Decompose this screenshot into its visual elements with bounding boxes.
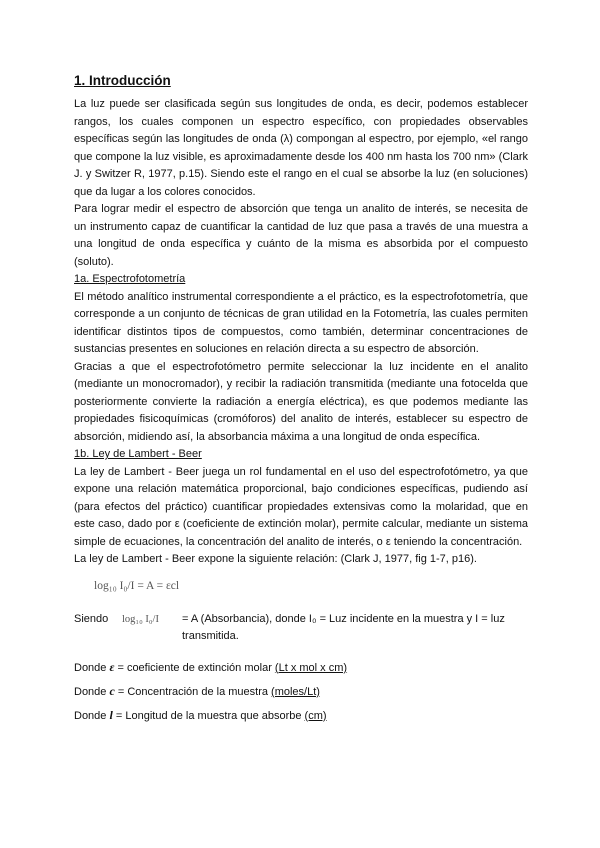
definition-text: = coeficiente de extinción molar (114, 661, 275, 674)
espectrofotometria-paragraph-2: Gracias a que el espectrofotómetro permite seleccionar la luz incidente en el analito (mediante un monocromador), y recibir la radiación transmitida (mediante una fotocelda que posteriormente convierte la radiación a energía eléctrica), es que podemos mediante las propiedades fisicoquímicas (cromóforos) del analito de interés, establecer su espectro de absorción, midiendo así, la absorbancia máxima a una longitud de onda específica. (74, 360, 528, 443)
definition-epsilon (74, 659, 528, 677)
definition-length (74, 707, 528, 725)
definition-unit: (Lt x mol x cm) (274, 661, 348, 674)
lambert-beer-paragraph-2: La ley de Lambert - Beer expone la siguiente relación: (Clark J, 1977, fig 1-7, p16). (74, 553, 477, 565)
subsection-title-lambert-beer: 1b. Ley de Lambert - Beer (74, 448, 202, 460)
espectrofotometria-paragraph-1: El método analítico instrumental correspondiente a el práctico, es la espectrofotometría, que corresponde a un conjunto de técnicas de gran utilidad en la Fotometría, las cuales permiten identificar distintos tipos de compuestos, como también, determinar concentraciones de sustancias presentes en soluciones en relación directa a su espectro de absorción. (74, 290, 528, 355)
document-page (74, 72, 528, 725)
section-title: 1. Introducción (74, 73, 171, 88)
definition-prefix: Donde (74, 709, 110, 722)
siendo-block (74, 607, 528, 653)
definition-text: = Longitud de la muestra que absorbe (112, 709, 305, 722)
epsilon-symbol: ε (109, 659, 115, 674)
lambert-beer-paragraph-1: La ley de Lambert - Beer juega un rol fundamental en el uso del espectrofotómetro, ya que expone una relación matemática proporcional, bajo condiciones específicas, pudiendo así (para efectos del práctico) cuantificar propiedades extensivas como la molaridad, que en este caso, dado por ε (coeficiente de extinción molar), permite calcular, mediante un sistema simple de ecuaciones, la concentración del analito de interés, o ε teniendo la concentración. (74, 465, 528, 548)
definition-prefix: Donde (74, 685, 110, 698)
siendo-formula: log₁₀ I₀/I (122, 613, 159, 625)
c-symbol: c (109, 683, 115, 698)
intro-paragraph-1: La luz puede ser clasificada según sus longitudes de onda, es decir, podemos establecer rangos, los cuales componen un espectro específico, con propiedades observables específicas según las longitudes de onda (λ) compongan al espectro, por ejemplo, «el rango que compone la luz visible, es aproximadamente desde los 400 nm hasta los 700 nm» (Clark J. y Switzer R, 1977, p.15). Siendo este el rango en el cual se absorbe la luz (en soluciones) que da lugar a los colores conocidos. (74, 98, 528, 198)
definition-concentration (74, 683, 528, 701)
siendo-label: Siendo (74, 612, 109, 625)
l-symbol: l (109, 707, 113, 722)
definition-prefix: Donde (74, 661, 110, 674)
definition-text: = Concentración de la muestra (114, 685, 272, 698)
definition-unit: (cm) (304, 709, 327, 722)
subsection-title-espectrofotometria: 1a. Espectrofotometría (74, 273, 186, 285)
lambert-beer-formula: log₁₀ I₀/I = A = εcl (94, 579, 180, 592)
intro-paragraph-2: Para lograr medir el espectro de absorción que tenga un analito de interés, se necesita de un instrumento capaz de cuantificar la cantidad de luz que pasa a través de una muestra a una longitud de onda específica y cuánto de la misma es absorbida por el compuesto (soluto). (74, 203, 528, 268)
definition-unit: (moles/Lt) (271, 685, 320, 698)
siendo-description: = A (Absorbancia), donde I₀ = Luz incidente en la muestra y I = luz transmitida. (182, 612, 505, 642)
